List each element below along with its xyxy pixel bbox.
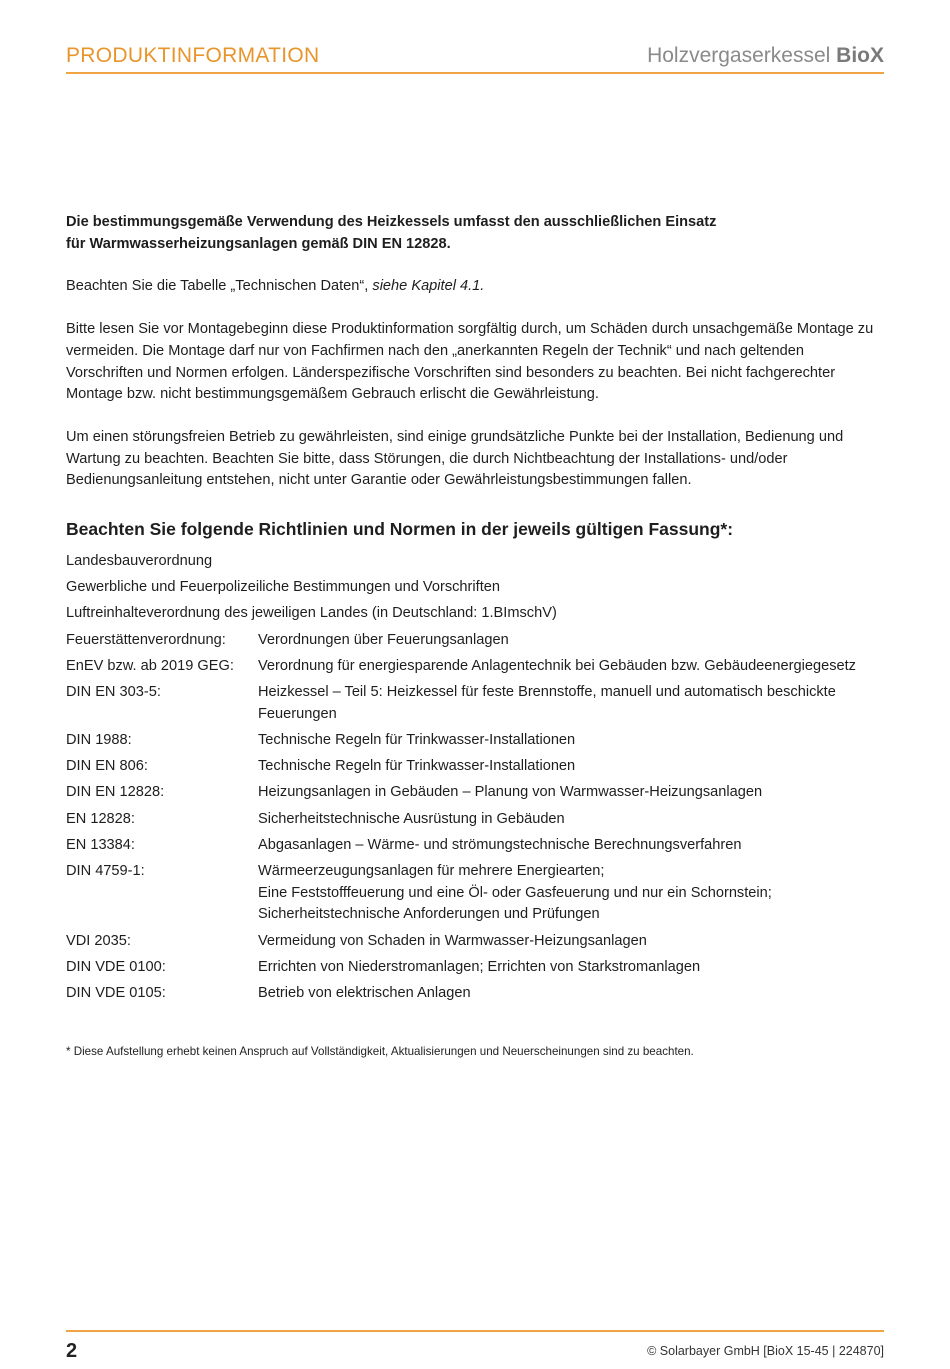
- standard-description: Wärmeerzeugungsanlagen für mehrere Energiearten; Eine Feststofffeuerung und eine Öl- oder Gasfeuerung und nur ein Schornstein; Sicherheitstechnische Anforderungen und Prüfungen: [258, 862, 772, 923]
- standard-label: DIN EN 12828:: [66, 784, 165, 801]
- intro-line-2: für Warmwasserheizungsanlagen gemäß DIN EN 12828.: [66, 235, 451, 252]
- standard-label: DIN 4759-1:: [66, 862, 145, 879]
- standards-heading: Beachten Sie folgende Richtlinien und Normen in der jeweils gültigen Fassung*:: [66, 519, 734, 540]
- standard-description: Betrieb von elektrischen Anlagen: [258, 984, 471, 1001]
- standard-row: [66, 983, 884, 1005]
- page-number: 2: [66, 1340, 78, 1362]
- product-name: BioX: [836, 44, 884, 67]
- standard-description: Technische Regeln für Trinkwasser-Installationen: [258, 758, 576, 775]
- main-content: [66, 212, 884, 1009]
- general-item: [66, 551, 884, 573]
- standard-description: Sicherheitstechnische Ausrüstung in Gebäuden: [258, 810, 565, 827]
- standard-description: Errichten von Niederstromanlagen; Errichten von Starkstromanlagen: [258, 958, 701, 975]
- general-item-text: Landesbauverordnung: [66, 553, 213, 570]
- general-item-text: Gewerbliche und Feuerpolizeiliche Bestimmungen und Vorschriften: [66, 579, 500, 596]
- intro-statement: [66, 212, 884, 255]
- standard-description: Heizkessel – Teil 5: Heizkessel für feste Brennstoffe, manuell und automatisch beschickte Feuerungen: [258, 684, 836, 722]
- product-title: [647, 44, 884, 68]
- copyright-notice: © Solarbayer GmbH [BioX 15-45 | 224870]: [647, 1344, 884, 1358]
- standard-description: Heizungsanlagen in Gebäuden – Planung von Warmwasser-Heizungsanlagen: [258, 784, 763, 801]
- general-item-text: Luftreinhalteverordnung des jeweiligen Landes (in Deutschland: 1.BImschV): [66, 605, 557, 622]
- standard-label: DIN VDE 0105:: [66, 984, 166, 1001]
- standard-row: [66, 782, 884, 804]
- product-prefix: Holzvergaserkessel: [647, 44, 831, 67]
- standard-row: [66, 931, 884, 953]
- standard-row: [66, 957, 884, 979]
- standard-row: [66, 861, 884, 926]
- section-title: PRODUKTINFORMATION: [66, 44, 320, 67]
- operation-paragraph: Um einen störungsfreien Betrieb zu gewährleisten, sind einige grundsätzliche Punkte bei der Installation, Bedienung und Wartung zu beachten. Beachten Sie bitte, dass Störungen, die durch Nichtbeachtung der Installations- und/oder Bedienungsanleitung entstehen, nicht unter Garantie oder Gewährleistungsbestimmungen fallen.: [66, 428, 844, 489]
- page-footer: [66, 1330, 884, 1362]
- general-item: [66, 603, 884, 625]
- standard-description: Verordnung für energiesparende Anlagentechnik bei Gebäuden bzw. Gebäudeenergiegesetz: [258, 657, 856, 674]
- installation-paragraph: Bitte lesen Sie vor Montagebeginn diese Produktinformation sorgfältig durch, um Schäden durch unsachgemäße Montage zu vermeiden. Die Montage darf nur von Fachfirmen nach den „anerkannten Regeln der Technik“ und nach geltenden Vorschriften und Normen erfolgen. Länderspezifische Vorschriften sind besonders zu beachten. Bei nicht fachgerechter Montage bzw. nicht bestimmungsgemäßem Gebrauch erlischt die Gewährleistung.: [66, 321, 874, 403]
- standard-description: Abgasanlagen – Wärme- und strömungstechnische Berechnungsverfahren: [258, 836, 742, 853]
- tech-data-note: [66, 276, 884, 298]
- page-header: [66, 42, 884, 74]
- standard-label: DIN EN 806:: [66, 758, 148, 775]
- standard-row: [66, 809, 884, 831]
- tech-data-text: Beachten Sie die Tabelle „Technischen Daten“,: [66, 278, 373, 295]
- standard-label: DIN VDE 0100:: [66, 958, 166, 975]
- standard-label: DIN EN 303-5:: [66, 684, 161, 701]
- standard-row: [66, 835, 884, 857]
- standard-description: Verordnungen über Feuerungsanlagen: [258, 631, 509, 648]
- standard-row: [66, 630, 884, 652]
- standard-label: EN 13384:: [66, 836, 135, 853]
- standards-list: [66, 551, 884, 1005]
- standard-label: DIN 1988:: [66, 731, 132, 748]
- standard-label: VDI 2035:: [66, 932, 131, 949]
- standard-label: Feuerstättenverordnung:: [66, 631, 226, 648]
- standard-description: Technische Regeln für Trinkwasser-Installationen: [258, 731, 576, 748]
- standard-row: [66, 682, 884, 725]
- general-item: [66, 577, 884, 599]
- standard-row: [66, 756, 884, 778]
- standard-row: [66, 656, 884, 678]
- standard-label: EN 12828:: [66, 810, 135, 827]
- standard-row: [66, 730, 884, 752]
- standard-label: EnEV bzw. ab 2019 GEG:: [66, 657, 234, 674]
- standard-description: Vermeidung von Schaden in Warmwasser-Heizungsanlagen: [258, 932, 647, 949]
- chapter-reference: siehe Kapitel 4.1.: [372, 278, 485, 295]
- footnote: * Diese Aufstellung erhebt keinen Anspruch auf Vollständigkeit, Aktualisierungen und Neuerscheinungen sind zu beachten.: [66, 1045, 694, 1058]
- intro-line-1: Die bestimmungsgemäße Verwendung des Heizkessels umfasst den ausschließlichen Einsatz: [66, 214, 717, 230]
